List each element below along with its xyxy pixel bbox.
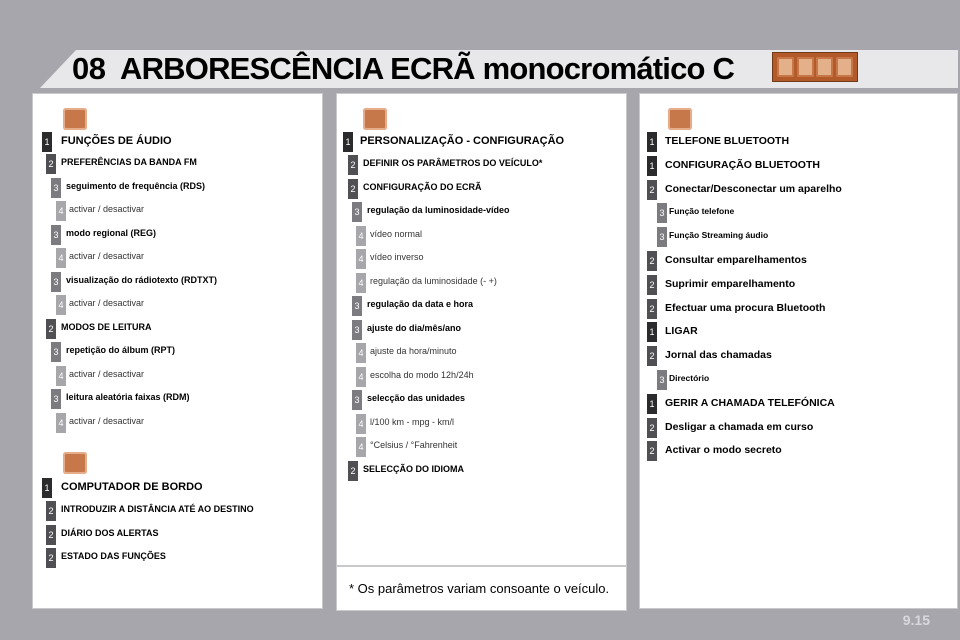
level-marker: 2 xyxy=(647,346,657,366)
level-marker: 4 xyxy=(56,413,66,433)
menu-item-label: vídeo normal xyxy=(370,228,423,239)
level-marker: 2 xyxy=(46,525,56,545)
board-computer-section-icon xyxy=(63,452,87,474)
level-marker: 3 xyxy=(352,390,362,410)
level-marker: 3 xyxy=(352,296,362,316)
menu-item-label: activar / desactivar xyxy=(69,204,145,214)
audio-icon xyxy=(777,57,794,77)
level-marker: 2 xyxy=(647,275,657,295)
page-title: ARBORESCÊNCIA ECRÃ monocromático C xyxy=(120,51,735,86)
audio-panel xyxy=(32,93,323,609)
level-marker: 4 xyxy=(356,226,366,246)
menu-item-label: LIGAR xyxy=(665,325,698,338)
level-marker: 2 xyxy=(348,461,358,481)
level-marker: 4 xyxy=(356,249,366,269)
menu-item-label: leitura aleatória faixas (RDM) xyxy=(66,392,190,402)
menu-item-label: Desligar a chamada em curso xyxy=(665,420,814,433)
phone-section-icon xyxy=(668,108,692,130)
level-marker: 1 xyxy=(647,322,657,342)
menu-item-label: PERSONALIZAÇÃO - CONFIGURAÇÃO xyxy=(360,135,565,147)
menu-item-label: SELECÇÃO DO IDIOMA xyxy=(363,463,465,474)
level-marker: 1 xyxy=(647,156,657,176)
menu-item-label: repetição do álbum (RPT) xyxy=(66,345,176,355)
footnote-box xyxy=(336,566,627,611)
menu-item-label: Efectuar uma procura Bluetooth xyxy=(665,301,826,314)
page-number: 9.15 xyxy=(902,612,930,628)
menu-item-label: Função telefone xyxy=(669,206,735,217)
menu-item-label: °Celsius / °Fahrenheit xyxy=(370,440,458,450)
level-marker: 2 xyxy=(46,501,56,521)
level-marker: 1 xyxy=(42,478,52,498)
menu-item-label: CONFIGURAÇÃO DO ECRÃ xyxy=(363,181,482,192)
menu-item-label: COMPUTADOR DE BORDO xyxy=(61,481,203,493)
settings-section-icon xyxy=(363,108,387,130)
level-marker: 4 xyxy=(56,201,66,221)
level-marker: 2 xyxy=(348,155,358,175)
menu-item-label: Suprimir emparelhamento xyxy=(665,277,796,290)
menu-item-label: FUNÇÕES DE ÁUDIO xyxy=(61,135,172,147)
settings-panel xyxy=(336,93,627,566)
level-marker: 2 xyxy=(46,319,56,339)
menu-item-label: GERIR A CHAMADA TELEFÓNICA xyxy=(665,396,835,409)
menu-item-label: DEFINIR OS PARÂMETROS DO VEÍCULO* xyxy=(363,158,543,168)
menu-item-label: DIÁRIO DOS ALERTAS xyxy=(61,527,159,538)
level-marker: 2 xyxy=(46,154,56,174)
level-marker: 4 xyxy=(56,295,66,315)
menu-item-label: ajuste da hora/minuto xyxy=(370,346,457,356)
level-marker: 1 xyxy=(42,132,52,152)
level-marker: 3 xyxy=(51,342,61,362)
menu-item-label: escolha do modo 12h/24h xyxy=(370,369,474,380)
menu-item-label: regulação da data e hora xyxy=(367,299,474,309)
menu-item-label: PREFERÊNCIAS DA BANDA FM xyxy=(61,157,197,167)
menu-item-label: l/100 km - mpg - km/l xyxy=(370,416,455,427)
audio-section-icon xyxy=(63,108,87,130)
level-marker: 3 xyxy=(51,178,61,198)
level-marker: 1 xyxy=(343,132,353,152)
level-marker: 3 xyxy=(657,203,667,223)
level-marker: 4 xyxy=(56,248,66,268)
chapter-number: 08 xyxy=(72,51,106,86)
level-marker: 4 xyxy=(356,367,366,387)
menu-item-label: CONFIGURAÇÃO BLUETOOTH xyxy=(665,158,820,171)
menu-item-label: Consultar emparelhamentos xyxy=(665,254,807,266)
level-marker: 3 xyxy=(51,225,61,245)
level-marker: 4 xyxy=(356,343,366,363)
menu-item-label: modo regional (REG) xyxy=(66,227,156,238)
level-marker: 4 xyxy=(56,366,66,386)
menu-item-label: selecção das unidades xyxy=(367,393,466,403)
menu-item-label: vídeo inverso xyxy=(370,252,424,262)
menu-item-label: TELEFONE BLUETOOTH xyxy=(665,135,790,147)
menu-item-label: MODOS DE LEITURA xyxy=(61,321,152,332)
menu-item-label: Função Streaming áudio xyxy=(669,230,769,241)
level-marker: 3 xyxy=(51,272,61,292)
menu-item-label: Conectar/Desconectar um aparelho xyxy=(665,182,842,195)
level-marker: 3 xyxy=(352,320,362,340)
level-marker: 1 xyxy=(647,394,657,414)
phone-icon xyxy=(836,57,853,77)
menu-item-label: visualização do rádiotexto (RDTXT) xyxy=(66,274,218,285)
level-marker: 3 xyxy=(352,202,362,222)
menu-item-label: regulação da luminosidade-vídeo xyxy=(367,205,510,215)
menu-item-label: activar / desactivar xyxy=(69,415,145,426)
level-marker: 2 xyxy=(647,251,657,271)
menu-item-label: Activar o modo secreto xyxy=(665,444,782,457)
tools-icon xyxy=(816,57,833,77)
level-marker: 4 xyxy=(356,414,366,434)
menu-item-label: regulação da luminosidade (- +) xyxy=(370,275,497,286)
menu-item-label: activar / desactivar xyxy=(69,298,145,308)
level-marker: 1 xyxy=(647,132,657,152)
level-marker: 2 xyxy=(46,548,56,568)
settings-icon xyxy=(797,57,814,77)
footnote-text: * Os parâmetros variam consoante o veículo. xyxy=(349,581,610,596)
level-marker: 4 xyxy=(356,273,366,293)
menu-item-label: activar / desactivar xyxy=(69,368,145,379)
menu-item-label: Jornal das chamadas xyxy=(665,349,772,362)
level-marker: 2 xyxy=(647,299,657,319)
level-marker: 3 xyxy=(657,370,667,390)
level-marker: 4 xyxy=(356,437,366,457)
menu-item-label: ESTADO DAS FUNÇÕES xyxy=(61,551,166,561)
menu-item-label: seguimento de frequência (RDS) xyxy=(66,180,206,191)
level-marker: 3 xyxy=(51,389,61,409)
level-marker: 2 xyxy=(348,179,358,199)
level-marker: 2 xyxy=(647,180,657,200)
menu-item-label: activar / desactivar xyxy=(69,251,145,261)
level-marker: 3 xyxy=(657,227,667,247)
level-marker: 2 xyxy=(647,441,657,461)
menu-item-label: INTRODUZIR A DISTÂNCIA ATÉ AO DESTINO xyxy=(61,504,254,514)
menu-item-label: ajuste do dia/mês/ano xyxy=(367,322,462,333)
display-icon-strip xyxy=(772,52,858,82)
bluetooth-panel xyxy=(639,93,958,609)
level-marker: 2 xyxy=(647,418,657,438)
menu-item-label: Directório xyxy=(669,373,710,383)
